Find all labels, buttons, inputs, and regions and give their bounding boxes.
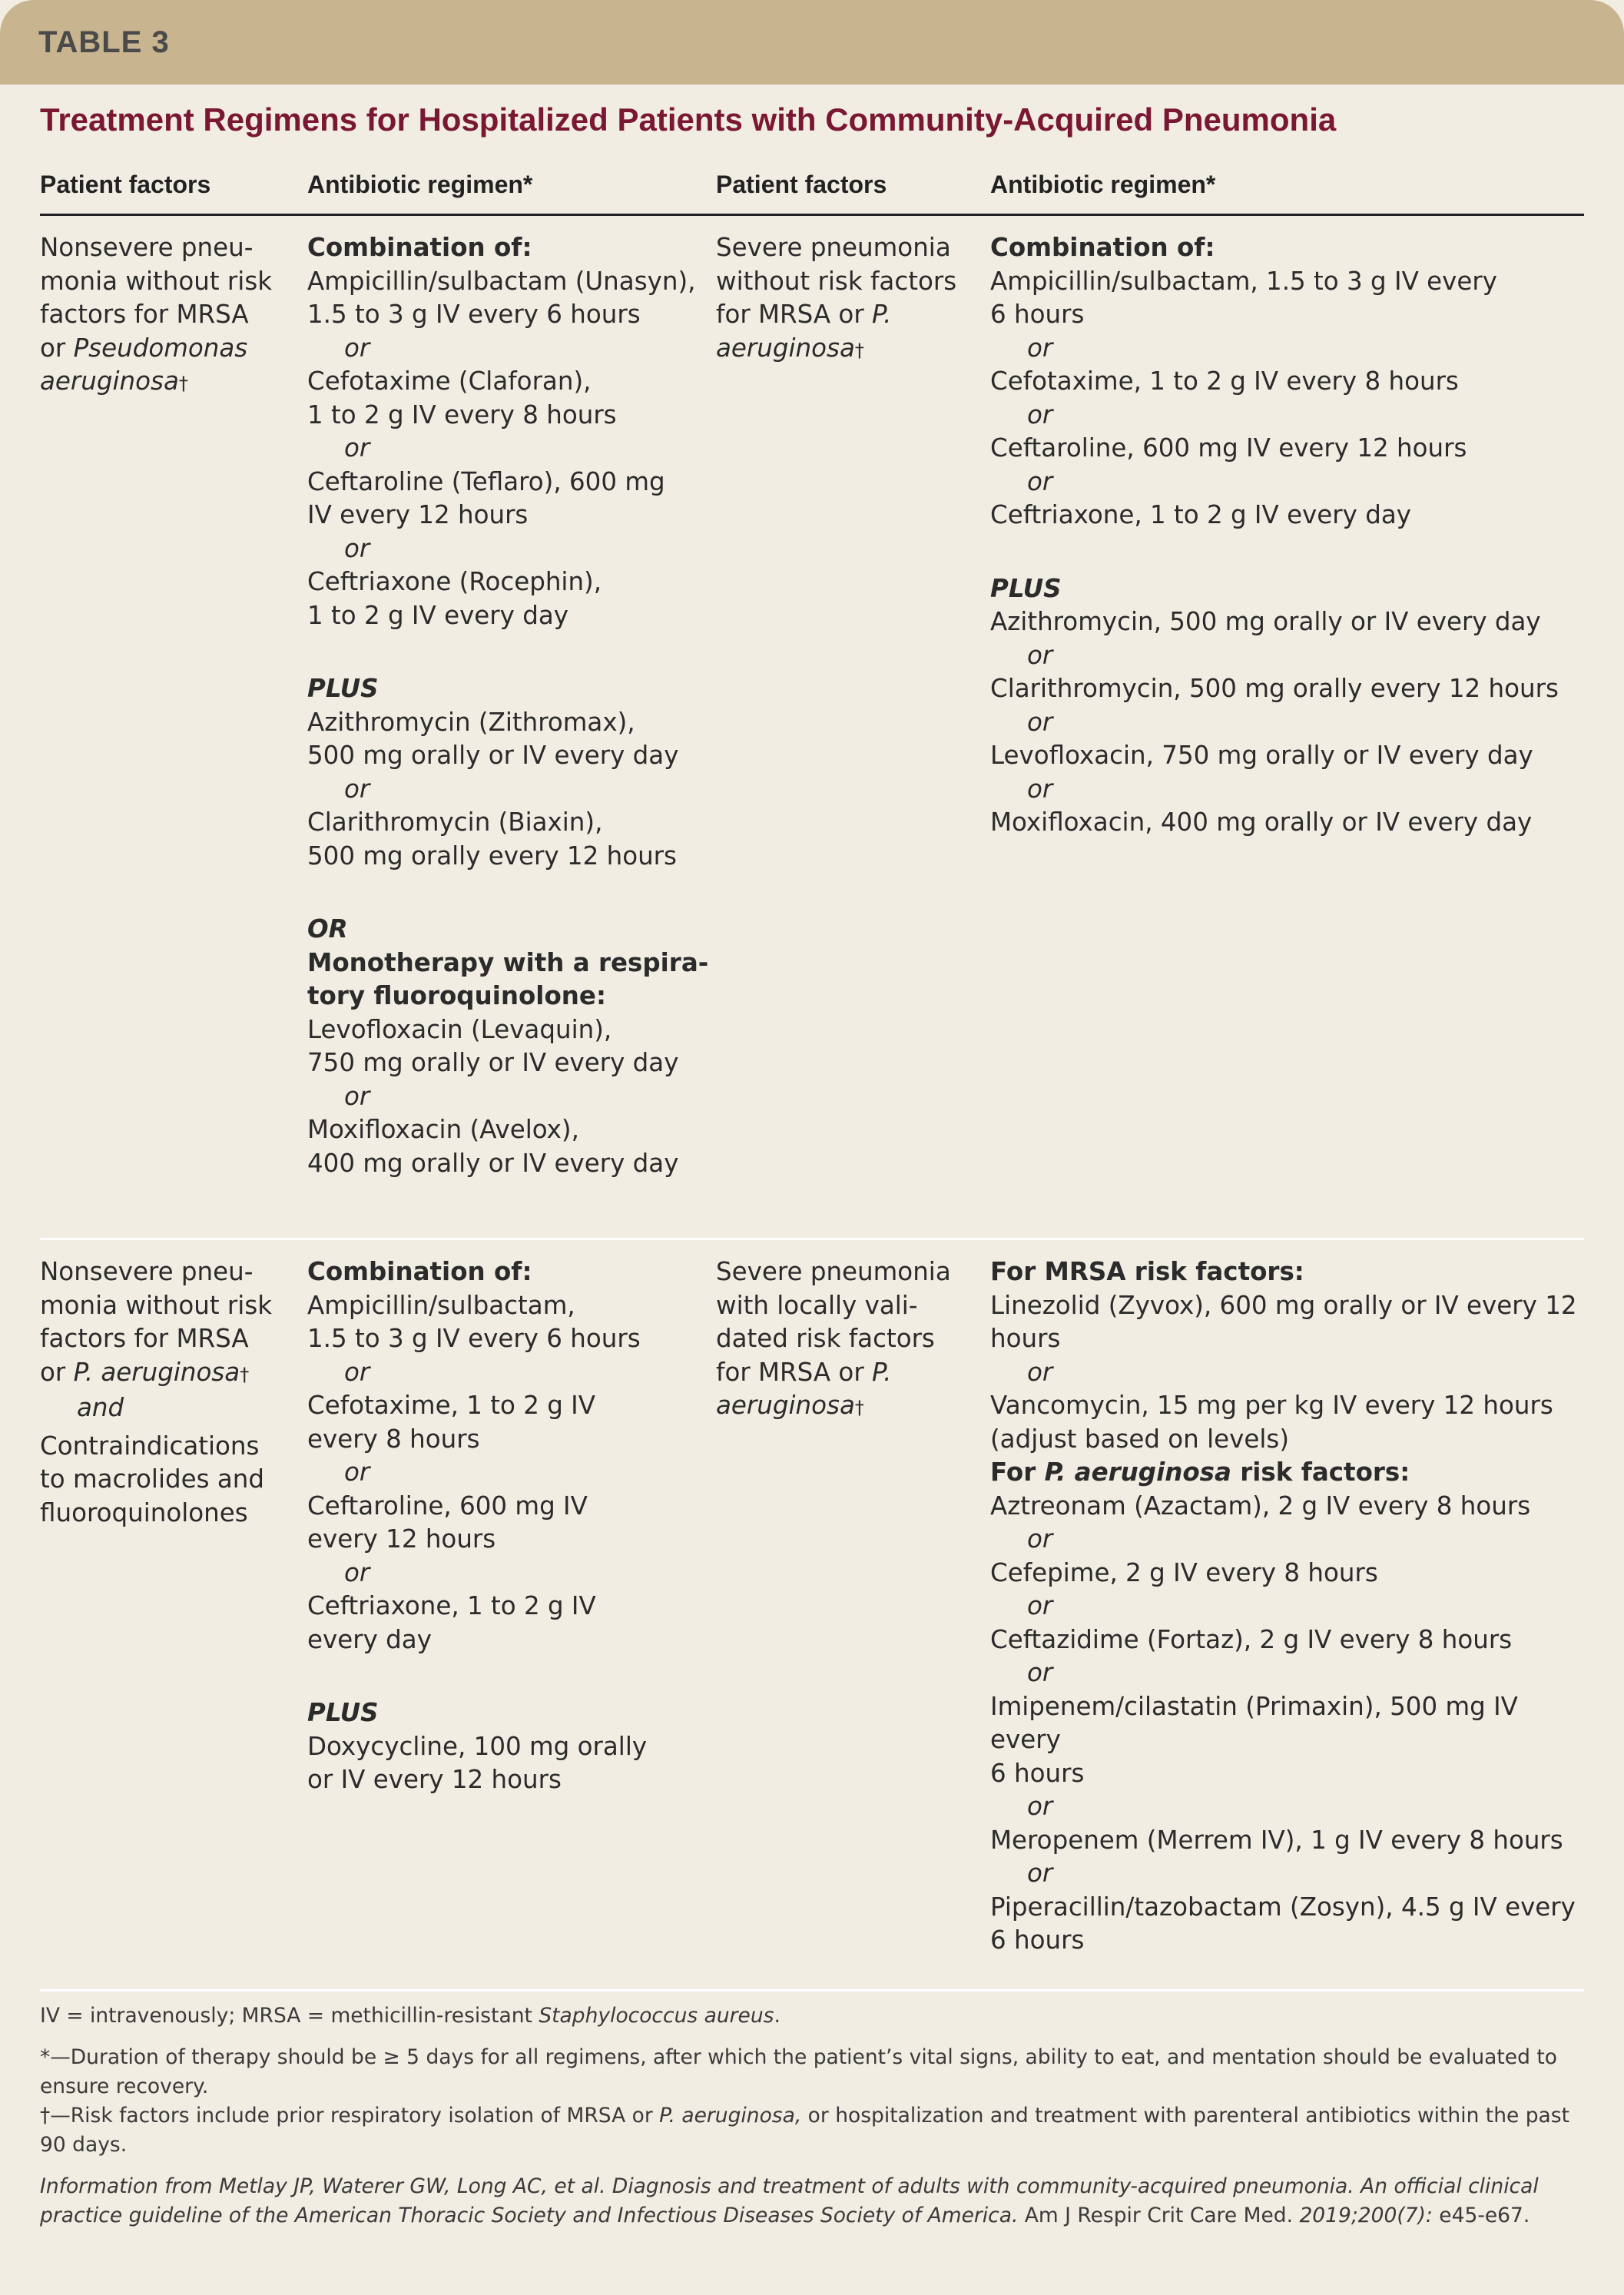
dagger-mark: † [854,339,864,361]
text-fragment: IV = intravenously; MRSA = methicillin-resistant [40,2004,539,2028]
text-line: 1.5 to 3 g IV every 6 hours [307,300,641,329]
antibiotic-regimen-cell [307,1255,722,1797]
text-fragment: . [774,2004,781,2028]
text-line: 6 hours [990,1758,1085,1788]
or-connector: or [344,1357,370,1387]
regimen-table [40,161,1584,1992]
header-antibiotic-regimen-1: Antibiotic regimen* [307,171,533,198]
italic-fragment: Pseudomonas [73,333,248,363]
or-connector: or [344,1081,370,1111]
italic-fragment: Staphylococcus aureus [539,2004,774,2028]
or-connector: or [1027,333,1053,363]
text-line [716,1389,969,1425]
italic-fragment: P. [872,1357,892,1387]
text-line: Vancomycin, 15 mg per kg IV every 12 hours [990,1391,1553,1420]
dagger-mark: † [854,1397,864,1418]
footnote-star: *—Duration of therapy should be ≥ 5 days for all regimens, after which the patient’s vital signs, ability to eat, and mentation should be evaluated to ensure recovery. [40,2045,1557,2098]
text-line: Nonsevere pneu- [40,1257,254,1286]
text-line: Cefotaxime, 1 to 2 g IV every 8 hours [990,366,1459,396]
dagger-mark: † [178,373,188,394]
or-connector: or [1027,1792,1053,1821]
or-connector: or [1027,707,1053,737]
footnote-source [40,2172,1584,2230]
patient-factors-cell [716,231,969,367]
dagger-mark: † [240,1363,250,1385]
plus-heading: PLUS [307,1698,379,1727]
or-connector: or [344,774,370,804]
antibiotic-regimen-cell [307,231,722,1180]
patient-factors-cell [40,1255,293,1530]
italic-fragment: aeruginosa [40,366,179,396]
text-line: Ceftriaxone, 1 to 2 g IV [307,1591,596,1620]
section-heading: Monotherapy with a respira- [307,947,709,977]
text-line [40,1356,293,1392]
italic-fragment: Information from Metlay JP, Waterer GW, Long AC, et al. Diagnosis and treatment of adults with community-acquired pneumonia. An official clinical practice guideline of the American Thoracic Society and Infectious Diseases Society of America. [40,2174,1539,2227]
section-heading: Combination of: [307,233,532,262]
text-line: monia without risk [40,1290,273,1320]
text-line: Clarithromycin (Biaxin), [307,808,603,837]
or-connector: or [1027,1859,1053,1888]
text-line: Ampicillin/sulbactam, [307,1290,575,1320]
section-heading [990,1456,1582,1490]
text-fragment: risk factors: [1231,1458,1410,1487]
antibiotic-regimen-cell [990,231,1582,840]
text-line: without risk factors [716,266,957,296]
or-connector: or [1027,466,1053,496]
section-heading: For MRSA risk factors: [990,1257,1304,1286]
text-line: factors for MRSA [40,1324,249,1353]
text-fragment: or [40,333,74,363]
table-label-bar [0,0,1624,85]
spacer [990,532,1582,572]
or-heading: OR [307,914,348,944]
text-line: hours [990,1324,1061,1353]
or-connector: or [1027,640,1053,670]
spacer [307,1657,722,1696]
section-heading: Combination of: [307,1257,532,1286]
header-patient-factors-1: Patient factors [40,171,211,198]
plus-heading: PLUS [990,573,1062,603]
text-line: Ceftaroline, 600 mg IV [307,1491,588,1521]
text-line: Doxycycline, 100 mg orally [307,1731,648,1761]
text-fragment: e45-e67. [1439,2204,1530,2227]
text-line: 500 mg orally every 12 hours [307,841,677,871]
or-connector: or [1027,400,1053,429]
text-fragment: For [990,1458,1045,1487]
spacer [307,873,722,913]
text-line: every 12 hours [307,1524,496,1554]
plus-heading: PLUS [307,674,379,703]
text-line: Cefepime, 2 g IV every 8 hours [990,1557,1378,1587]
text-line: Clarithromycin, 500 mg orally every 12 hours [990,674,1559,703]
section-heading: Combination of: [990,233,1215,262]
text-line: 6 hours [990,300,1085,329]
text-line: 1 to 2 g IV every day [307,600,569,630]
text-line: Azithromycin, 500 mg orally or IV every day [990,607,1541,636]
italic-fragment: P. aeruginosa [1044,1458,1231,1487]
text-line: Levofloxacin (Levaquin), [307,1014,612,1044]
or-connector: or [1027,1658,1053,1687]
text-line: Severe pneumonia [716,1257,951,1286]
text-fragment: for MRSA or [716,1357,873,1387]
text-line: IV every 12 hours [307,500,529,529]
text-line: Piperacillin/tazobactam (Zosyn), 4.5 g IV every [990,1892,1576,1922]
text-line: Ceftaroline (Teflaro), 600 mg [307,466,665,496]
text-fragment: or hospitalization and treatment with parenteral antibiotics within the past 90 days. [40,2104,1569,2157]
header-antibiotic-regimen-2: Antibiotic regimen* [990,171,1216,198]
text-line: 500 mg orally or IV every day [307,741,679,770]
text-line: Contraindications [40,1431,260,1461]
italic-fragment: 2019;200(7): [1299,2204,1433,2227]
text-line: every 8 hours [307,1424,480,1454]
text-line: Azithromycin (Zithromax), [307,707,635,737]
footnote-abbreviations [40,2001,1584,2031]
table-label: TABLE 3 [38,25,170,59]
text-line: dated risk factors [716,1324,935,1353]
or-connector: or [344,533,370,563]
header-patient-factors-2: Patient factors [716,171,887,198]
patient-factors-cell [40,231,293,401]
spacer [307,632,722,672]
or-connector: or [1027,1357,1053,1387]
text-line [716,332,969,368]
text-line: with locally vali- [716,1290,918,1320]
text-line: Moxifloxacin, 400 mg orally or IV every day [990,808,1533,837]
table-row [40,216,1584,1240]
text-line: Ampicillin/sulbactam (Unasyn), [307,266,696,296]
text-line [716,1356,969,1390]
footnotes [40,2001,1584,2243]
italic-fragment: P. aeruginosa [73,1357,240,1387]
text-line: Moxifloxacin (Avelox), [307,1115,579,1144]
text-line [716,298,969,332]
italic-fragment: P. [872,300,892,329]
text-line: fluoroquinolones [40,1497,248,1527]
table-title: Treatment Regimens for Hospitalized Patients with Community-Acquired Pneumonia [40,101,1337,138]
text-line: Cefotaxime, 1 to 2 g IV [307,1391,596,1420]
text-line: Severe pneumonia [716,233,951,262]
patient-factors-cell [716,1255,969,1425]
or-connector: or [344,433,370,463]
text-line: or IV every 12 hours [307,1765,562,1794]
or-connector: or [344,1458,370,1487]
italic-fragment: P. aeruginosa, [659,2104,802,2128]
or-connector: or [344,1557,370,1587]
text-line: Ampicillin/sulbactam, 1.5 to 3 g IV every [990,266,1497,296]
text-line: 1.5 to 3 g IV every 6 hours [307,1324,641,1353]
text-fragment: or [40,1357,74,1387]
text-line: every day [307,1624,432,1654]
text-line: 1 to 2 g IV every 8 hours [307,400,617,429]
table-header [40,161,1584,216]
section-heading: tory fluoroquinolone: [307,981,606,1010]
text-line: to macrolides and [40,1464,265,1494]
text-line: 6 hours [990,1925,1085,1955]
text-line: Cefotaxime (Claforan), [307,366,592,396]
or-connector: or [344,333,370,363]
text-line: Ceftriaxone, 1 to 2 g IV every day [990,500,1411,529]
text-fragment: †—Risk factors include prior respiratory isolation of MRSA or [40,2104,660,2128]
text-line: 750 mg orally or IV every day [307,1048,679,1077]
text-line: Levofloxacin, 750 mg orally or IV every day [990,741,1533,770]
or-connector: or [1027,1524,1053,1554]
footnote-dagger [40,2101,1584,2160]
text-line: factors for MRSA [40,300,249,329]
text-line [40,332,293,366]
or-connector: or [1027,1591,1053,1620]
table-row [40,1240,1584,1992]
text-line: Ceftriaxone (Rocephin), [307,567,602,596]
text-line: Linezolid (Zyvox), 600 mg orally or IV every 12 [990,1290,1577,1320]
italic-fragment: aeruginosa [716,333,855,363]
text-line: Meropenem (Merrem IV), 1 g IV every 8 hours [990,1825,1563,1855]
text-line: Ceftaroline, 600 mg IV every 12 hours [990,433,1467,463]
text-line: Nonsevere pneu- [40,233,254,262]
and-connector: and [77,1393,124,1422]
text-fragment: for MRSA or [716,300,873,329]
italic-fragment: aeruginosa [716,1391,855,1420]
text-line [40,365,293,401]
antibiotic-regimen-cell [990,1255,1582,1958]
text-line: (adjust based on levels) [990,1424,1290,1454]
text-line: Ceftazidime (Fortaz), 2 g IV every 8 hours [990,1624,1513,1654]
or-connector: or [1027,774,1053,804]
text-line: Aztreonam (Azactam), 2 g IV every 8 hours [990,1491,1531,1521]
text-line: 400 mg orally or IV every day [307,1148,679,1178]
text-line: Imipenem/cilastatin (Primaxin), 500 mg IV every [990,1691,1518,1754]
text-line: monia without risk [40,266,273,296]
text-fragment: Am J Respir Crit Care Med. [1018,2204,1300,2227]
